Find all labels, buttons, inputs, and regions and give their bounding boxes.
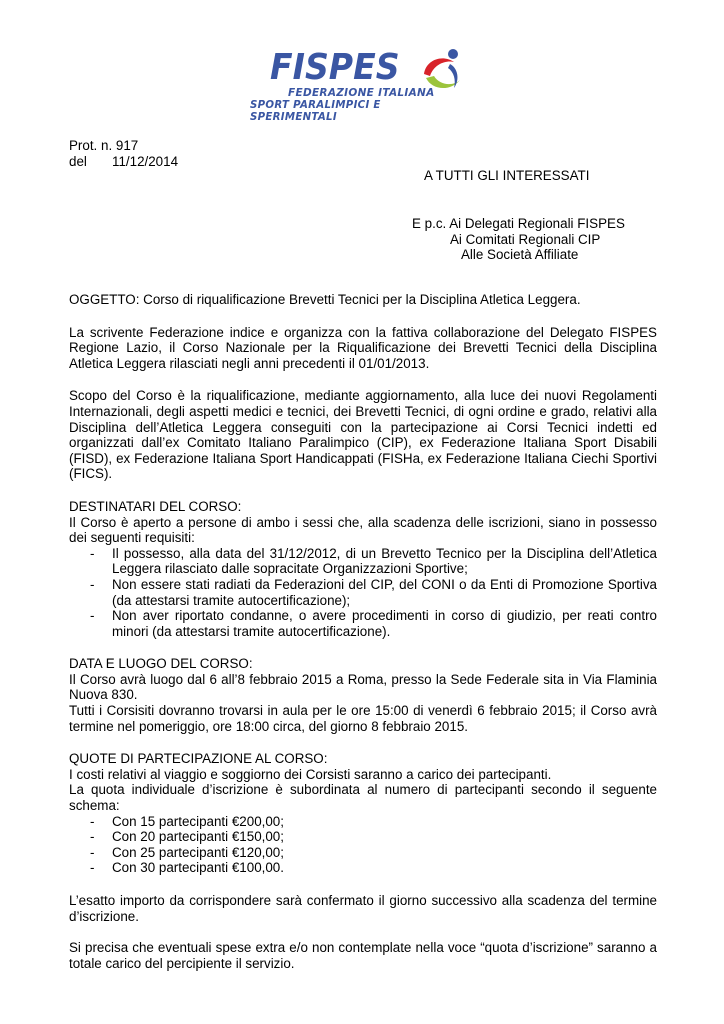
cc-line-1: E p.c. Ai Delegati Regionali FISPES <box>412 216 625 231</box>
intro-paragraph: La scrivente Federazione indice e organizza con la fattiva collaborazione del Delegato FISPES Regione Lazio, il Corso Nazionale per la Riqualificazione dei Brevetti Tecnici della Disciplina Atletica Leggera rilasciati negli anni precedenti il 01/01/2013. <box>69 324 657 371</box>
requirements-list <box>69 546 657 640</box>
list-item: - Con 20 partecipanti €150,00; <box>69 829 657 845</box>
fees-heading: QUOTE DI PARTECIPAZIONE AL CORSO: <box>69 751 328 767</box>
fees-paragraph-2: La quota individuale d’iscrizione è subordinata al numero di partecipanti secondo il seguente schema: <box>69 782 657 814</box>
letter-body <box>69 292 657 971</box>
subject-line: OGGETTO: Corso di riqualificazione Brevetti Tecnici per la Disciplina Atletica Leggera. <box>69 292 581 307</box>
document-date: 11/12/2014 <box>112 154 179 169</box>
fispes-logo <box>248 44 468 123</box>
recipients-line: A TUTTI GLI INTERESSATI <box>424 168 590 183</box>
fees-paragraph-1: I costi relativi al viaggio e soggiorno dei Corsisti saranno a carico dei partecipanti. <box>69 766 552 782</box>
list-item: - Non essere stati radiati da Federazioni del CIP, del CONI o da Enti di Promozione Sportiva (da attestarsi tramite autocertificazione); <box>69 577 657 608</box>
list-item: - Con 30 partecipanti €100,00. <box>69 860 657 876</box>
protocol-number: Prot. n. 917 <box>69 138 139 153</box>
date-place-heading: DATA E LUOGO DEL CORSO: <box>69 656 253 672</box>
cc-line-2: Ai Comitati Regionali CIP <box>450 232 601 247</box>
recipients-intro: Il Corso è aperto a persone di ambo i sessi che, alla scadenza delle iscrizioni, siano in possesso dei seguenti requisiti: <box>69 514 657 546</box>
closing-paragraph-1: L’esatto importo da corrispondere sarà confermato il giorno successivo alla scadenza del termine d’iscrizione. <box>69 893 657 924</box>
closing-paragraph-2: Si precisa che eventuali spese extra e/o non contemplate nella voce “quota d’iscrizione” saranno a totale carico del percipiente il servizio. <box>69 940 657 971</box>
fees-list <box>69 814 657 876</box>
list-item: - Non aver riportato condanne, o avere procedimenti in corso di giudizio, per reati contro minori (da attestarsi tramite autocertificazione). <box>69 608 657 639</box>
scope-paragraph: Scopo del Corso è la riqualificazione, mediante aggiornamento, alla luce dei nuovi Regolamenti Internazionali, degli aspetti medici e tecnici, dei Brevetti Tecnici, di ogni ordine e grado, relativi alla Disciplina dell’Atletica Leggera conseguiti con la partecipazione ai Corsi Tecnici indetti ed organizzati dall’ex Comitato Italiano Paralimpico (CIP), ex Federazione Italiana Sport Disabili (FISD), ex Federazione Italiana Sport Handicappati (FISHa, ex Federazione Italiana Ciechi Sportivi (FICS). <box>69 388 657 482</box>
cc-line-3: Alle Società Affiliate <box>461 247 579 262</box>
list-item: - Con 15 partecipanti €200,00; <box>69 814 657 830</box>
logo-line-2: SPORT PARALIMPICI E SPERIMENTALI <box>250 100 381 123</box>
date-place-paragraph-1: Il Corso avrà luogo dal 6 all’8 febbraio 2015 a Roma, presso la Sede Federale sita in Via Flaminia Nuova 830. <box>69 671 657 703</box>
logo-line-1: FEDERAZIONE ITALIANA <box>288 87 435 99</box>
date-label: del <box>69 154 87 169</box>
logo-wordmark: FISPES <box>270 47 400 88</box>
date-place-paragraph-2: Tutti i Corsisiti dovranno trovarsi in aula per le ore 15:00 di venerdì 6 febbraio 2015; il Corso avrà termine nel pomeriggio, ore 18:00 circa, del giorno 8 febbraio 2015. <box>69 703 657 734</box>
recipients-heading: DESTINATARI DEL CORSO: <box>69 498 242 514</box>
list-item: - Con 25 partecipanti €120,00; <box>69 845 657 861</box>
list-item: - Il possesso, alla data del 31/12/2012, di un Brevetto Tecnico per la Disciplina dell’Atletica Leggera rilasciato dalle sopracitate Organizzazioni Sportive; <box>69 546 657 577</box>
